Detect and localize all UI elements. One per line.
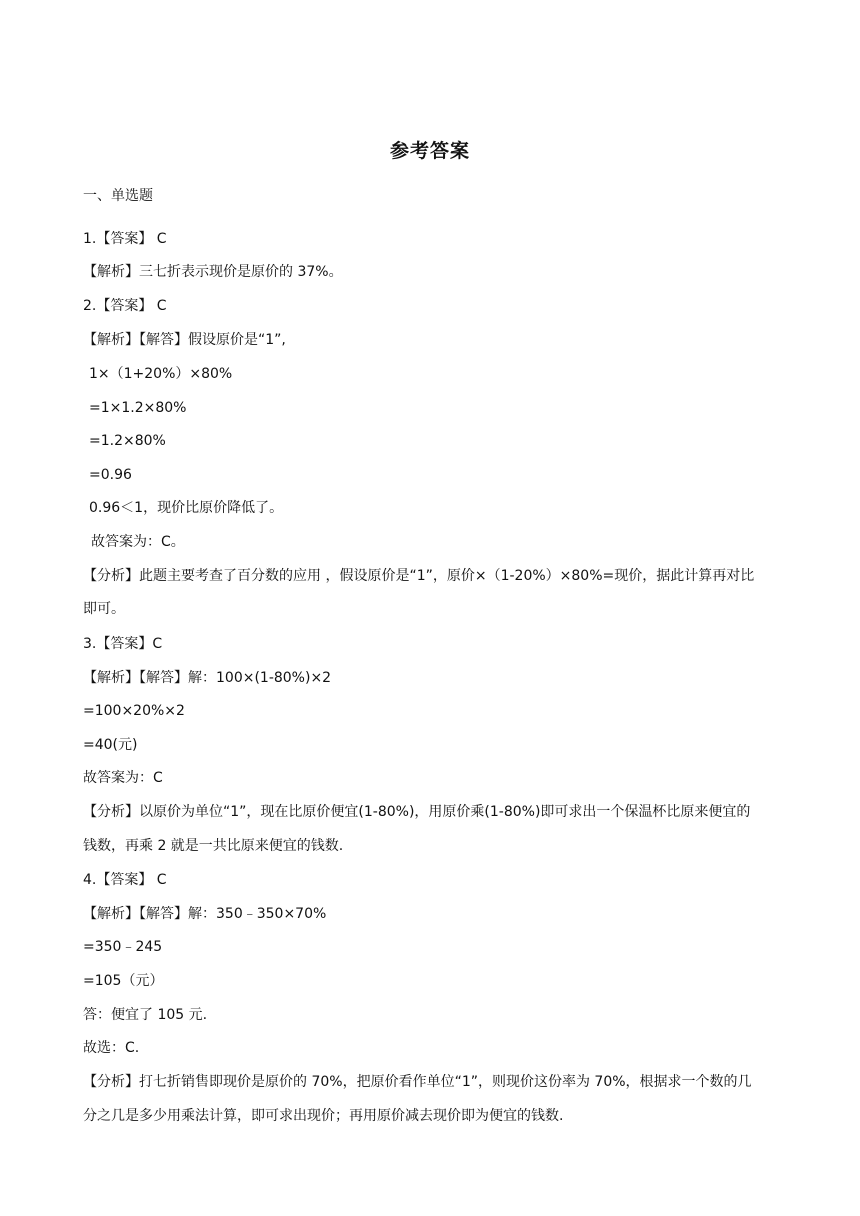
q2-comparison: 0.96＜1，现价比原价降低了。 xyxy=(89,500,284,516)
q4-choice: 故选：C. xyxy=(83,1040,140,1056)
q4-step-1: =350﹣245 xyxy=(83,939,163,955)
q4-answer: 4.【答案】 C xyxy=(83,872,167,888)
q3-step-2: =40(元) xyxy=(83,737,138,753)
q3-answer: 3.【答案】C xyxy=(83,636,163,652)
q4-explanation: 【解析】【解答】解：350﹣350×70% xyxy=(83,906,327,922)
q3-conclusion: 故答案为：C xyxy=(83,770,163,786)
q2-step-2: =1×1.2×80% xyxy=(89,400,187,416)
q3-explanation: 【解析】【解答】解：100×(1-80%)×2 xyxy=(83,670,332,686)
page-title: 参考答案 xyxy=(389,140,470,162)
q4-analysis-cont: 分之几是多少用乘法计算，即可求出现价；再用原价减去现价即为便宜的钱数. xyxy=(83,1108,564,1124)
q2-analysis-cont: 即可。 xyxy=(83,601,125,617)
q3-step-1: =100×20%×2 xyxy=(83,703,185,719)
q2-analysis: 【分析】此题主要考查了百分数的应用 ，假设原价是“1”，原价×（1-20%）×80%=现价，据此计算再对比 xyxy=(83,568,755,584)
q4-reply: 答：便宜了 105 元. xyxy=(83,1007,208,1023)
section-heading: 一、单选题 xyxy=(83,188,153,204)
q1-answer: 1.【答案】 C xyxy=(83,231,167,247)
q2-explanation: 【解析】【解答】假设原价是“1”, xyxy=(83,332,286,348)
q2-step-3: =1.2×80% xyxy=(89,433,166,449)
q2-step-1: 1×（1+20%）×80% xyxy=(89,366,233,382)
q3-analysis: 【分析】以原价为单位“1”，现在比原价便宜(1-80%)，用原价乘(1-80%)即可求出一个保温杯比原来便宜的 xyxy=(83,804,751,820)
q4-analysis: 【分析】打七折销售即现价是原价的 70%，把原价看作单位“1”，则现价这份率为 70%，根据求一个数的几 xyxy=(83,1074,752,1090)
q2-answer: 2.【答案】 C xyxy=(83,298,167,314)
q1-explanation: 【解析】三七折表示现价是原价的 37%。 xyxy=(83,264,343,280)
q2-step-4: =0.96 xyxy=(89,467,132,483)
q4-step-2: =105（元） xyxy=(83,973,164,989)
q2-conclusion: 故答案为：C。 xyxy=(91,534,185,550)
q3-analysis-cont: 钱数，再乘 2 就是一共比原来便宜的钱数. xyxy=(83,838,344,854)
